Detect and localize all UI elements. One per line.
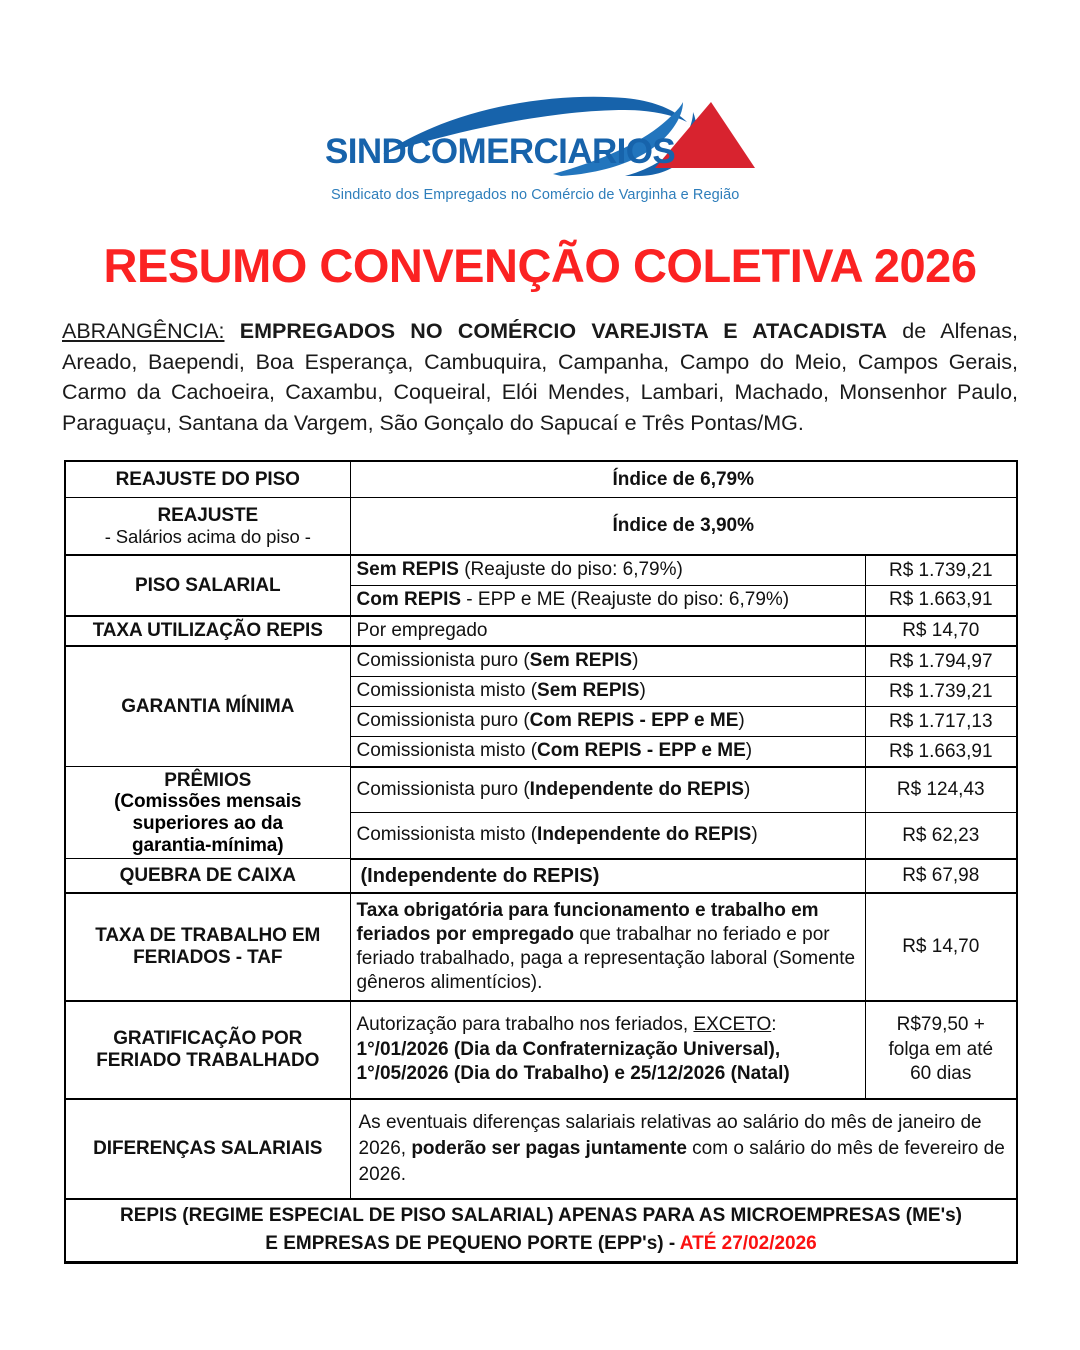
- reajuste-acima-line1: REAJUSTE: [157, 504, 259, 526]
- table-row: [65, 555, 1017, 585]
- premios-row-desc: [350, 813, 865, 859]
- gratificacao-colon: :: [771, 1014, 777, 1036]
- row-label-taxa-repis: TAXA UTILIZAÇÃO REPIS: [65, 616, 350, 647]
- garantia-row-desc: [350, 707, 865, 737]
- page-title: RESUMO CONVENÇÃO COLETIVA 2026: [103, 239, 977, 292]
- garantia-row-desc: [350, 677, 865, 707]
- garantia-1-bold: Sem REPIS: [537, 680, 640, 702]
- table-row: [65, 1199, 1017, 1263]
- table-row: [65, 1001, 1017, 1099]
- logo-header: [0, 0, 1080, 203]
- abrangencia-label: ABRANGÊNCIA:: [62, 319, 225, 344]
- garantia-1-value: R$ 1.739,21: [865, 677, 1017, 707]
- garantia-2-bold: Com REPIS - EPP e ME: [529, 710, 739, 732]
- footer-line2-red: ATÉ 27/02/2026: [679, 1233, 817, 1255]
- piso-com-repis-bold: Com REPIS: [356, 589, 462, 611]
- premios-line3: superiores ao da: [132, 812, 283, 834]
- garantia-2-pre: Comissionista puro (: [356, 710, 530, 732]
- garantia-3-value: R$ 1.663,91: [865, 737, 1017, 767]
- premios-line4: garantia-mínima): [132, 834, 284, 856]
- premios-0-post: ): [743, 778, 751, 800]
- row-label-garantia-minima: GARANTIA MÍNIMA: [65, 646, 350, 766]
- table-row: [65, 893, 1017, 1001]
- abrangencia-paragraph: [62, 316, 1018, 438]
- abrangencia-cities: de Alfenas, Areado, Baependi, Boa Esperança, Cambuquira, Campanha, Campo do Meio, Campos Gerais, Carmo da Cachoeira, Caxambu, Coqueiral, Elói Mendes, Lambari, Machado, Monsenhor Paulo, Paraguaçu, Santana da Vargem, São Gonçalo do Sapucaí e Três Pontas/MG.: [62, 319, 1018, 435]
- garantia-3-post: ): [745, 740, 753, 762]
- premios-line2: (Comissões mensais: [114, 791, 302, 813]
- premios-0-value: R$ 124,43: [865, 767, 1017, 813]
- gratificacao-exceto: EXCETO: [693, 1014, 772, 1036]
- piso-com-repis-value: R$ 1.663,91: [865, 586, 1017, 616]
- garantia-0-pre: Comissionista puro (: [356, 650, 530, 672]
- premios-0-pre: Comissionista puro (: [356, 778, 530, 800]
- diferencas-desc: [350, 1099, 1017, 1199]
- table-row: [65, 767, 1017, 813]
- gratificacao-value: [865, 1001, 1017, 1099]
- garantia-1-pre: Comissionista misto (: [356, 680, 538, 702]
- table-row: [65, 497, 1017, 555]
- cct-table-wrapper: [64, 460, 1016, 1263]
- row-label-reajuste-acima: [65, 497, 350, 555]
- garantia-1-post: ): [639, 680, 646, 702]
- gratificacao-value-line1: R$79,50 +: [896, 1013, 985, 1035]
- garantia-3-pre: Comissionista misto (: [356, 740, 538, 762]
- gratificacao-bold: 1°/01/2026 (Dia da Confraternização Universal), 1°/05/2026 (Dia do Trabalho) e 25/12/2026 (Natal): [356, 1038, 790, 1084]
- garantia-row-desc: [350, 737, 865, 767]
- abrangencia-bold: EMPREGADOS NO COMÉRCIO VAREJISTA E ATACADISTA: [239, 319, 888, 344]
- taxa-repis-desc: Por empregado: [350, 616, 865, 647]
- quebra-caixa-value: R$ 67,98: [865, 859, 1017, 893]
- row-label-diferencas: DIFERENÇAS SALARIAIS: [65, 1099, 350, 1199]
- gratificacao-desc: [350, 1001, 865, 1099]
- piso-salarial-com-repis-desc: [350, 586, 865, 616]
- piso-sem-repis-bold: Sem REPIS: [356, 559, 459, 581]
- gratificacao-line1: GRATIFICAÇÃO POR: [113, 1028, 303, 1050]
- quebra-caixa-desc: (Independente do REPIS): [350, 859, 865, 893]
- diferencas-post: com o salário do mês de fevereiro de 2026.: [358, 1138, 1005, 1185]
- gratificacao-line2: FERIADO TRABALHADO: [96, 1049, 320, 1071]
- logo-tagline: Sindicato dos Empregados no Comércio de Varginha e Região: [331, 187, 740, 203]
- taf-value: R$ 14,70: [865, 893, 1017, 1001]
- piso-com-repis-text: - EPP e ME (Reajuste do piso: 6,79%): [461, 589, 790, 611]
- taxa-repis-value: R$ 14,70: [865, 616, 1017, 647]
- diferencas-pre: As eventuais diferenças salariais relativas ao salário do mês de janeiro de 2026,: [358, 1112, 982, 1160]
- row-label-quebra-caixa: QUEBRA DE CAIXA: [65, 859, 350, 893]
- premios-1-post: ): [751, 824, 758, 846]
- sindcomerciarios-logo: [325, 96, 755, 186]
- premios-row-desc: [350, 767, 865, 813]
- row-value-reajuste-piso: Índice de 6,79%: [350, 461, 1017, 497]
- garantia-row-desc: [350, 646, 865, 676]
- piso-sem-repis-value: R$ 1.739,21: [865, 555, 1017, 585]
- gratificacao-value-line2: folga em até: [888, 1038, 994, 1060]
- footer-line-1: REPIS (REGIME ESPECIAL DE PISO SALARIAL) APENAS PARA AS MICROEMPRESAS (ME's): [119, 1204, 963, 1226]
- garantia-2-post: ): [738, 710, 745, 732]
- diferencas-bold: poderão ser pagas juntamente: [411, 1138, 687, 1160]
- piso-salarial-sem-repis-desc: [350, 555, 865, 585]
- table-row: [65, 461, 1017, 497]
- row-label-piso-salarial: PISO SALARIAL: [65, 555, 350, 615]
- garantia-0-value: R$ 1.794,97: [865, 646, 1017, 676]
- gratificacao-value-line3: 60 dias: [910, 1063, 972, 1085]
- row-label-premios: [65, 767, 350, 859]
- garantia-0-post: ): [632, 650, 639, 672]
- table-row: [65, 1099, 1017, 1199]
- table-footer-note: [65, 1199, 1017, 1263]
- taf-line1: TAXA DE TRABALHO EM: [95, 925, 321, 947]
- row-label-taf: [65, 893, 350, 1001]
- premios-1-bold: Independente do REPIS: [537, 824, 752, 846]
- footer-line-2: [72, 1230, 1010, 1259]
- table-row: [65, 616, 1017, 647]
- premios-1-pre: Comissionista misto (: [356, 824, 538, 846]
- gratificacao-pre: Autorização para trabalho nos feriados,: [356, 1014, 694, 1036]
- garantia-3-bold: Com REPIS - EPP e ME: [537, 740, 746, 762]
- logo-wordmark: SINDCOMERCIARIOS: [325, 132, 676, 171]
- taf-desc: [350, 893, 865, 1001]
- cct-summary-table: [64, 460, 1018, 1263]
- garantia-2-value: R$ 1.717,13: [865, 707, 1017, 737]
- taf-line2: FERIADOS - TAF: [133, 946, 283, 968]
- table-row: [65, 646, 1017, 676]
- premios-0-bold: Independente do REPIS: [529, 778, 744, 800]
- row-label-gratificacao: [65, 1001, 350, 1099]
- piso-sem-repis-text: (Reajuste do piso: 6,79%): [458, 559, 683, 581]
- premios-line1: PRÊMIOS: [164, 769, 252, 791]
- taf-bold: Taxa obrigatória para funcionamento e trabalho em feriados por empregado: [356, 900, 819, 946]
- row-label-reajuste-piso: REAJUSTE DO PISO: [65, 461, 350, 497]
- table-row: [65, 859, 1017, 893]
- row-value-reajuste-acima: Índice de 3,90%: [350, 497, 1017, 555]
- garantia-0-bold: Sem REPIS: [529, 650, 633, 672]
- premios-1-value: R$ 62,23: [865, 813, 1017, 859]
- reajuste-acima-line2: - Salários acima do piso -: [104, 526, 311, 548]
- footer-line2-black: E EMPRESAS DE PEQUENO PORTE (EPP's) -: [265, 1233, 680, 1255]
- taf-text: que trabalhar no feriado e por feriado trabalhado, paga a representação laboral (Somente gêneros alimentícios).: [356, 924, 856, 993]
